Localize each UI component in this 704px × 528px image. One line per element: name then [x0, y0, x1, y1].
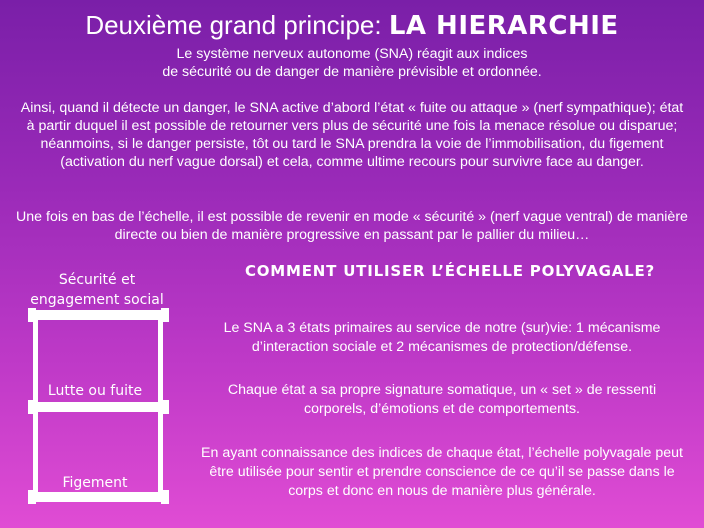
intro-line-2: de sécurité ou de danger de manière prévisible et ordonnée. [162, 64, 542, 80]
title-prefix: Deuxième grand principe: [85, 10, 389, 40]
intro-line-1: Le système nerveux autonome (SNA) réagit aux indices [176, 46, 528, 62]
title-emphasis: LA HIERARCHIE [388, 11, 619, 41]
usage-point-1: Le SNA a 3 états primaires au service de notre (sur)vie: 1 mécanisme d’interaction sociale et 2 mécanismes de protection/défense. [223, 320, 661, 355]
ladder-label-fight-flight: Lutte ou fuite [47, 383, 143, 399]
slide-title [0, 8, 704, 43]
ladder-label-safety: Sécurité et engagement social [30, 272, 164, 308]
ladder-rung-middle [28, 402, 169, 412]
ladder-rung-top [28, 310, 169, 320]
usage-point-3: En ayant connaissance des indices de chaque état, l’échelle polyvagale peut être utilisée pour sentir et prendre conscience de ce qu’il se passe dans le corps et donc en nous de manière plus générale. [201, 445, 683, 499]
usage-point-2: Chaque état a sa propre signature somatique, un « set » de ressenti corporels, d’émotions et de comportements. [227, 382, 657, 417]
ladder-rung-bottom [28, 492, 169, 502]
ladder-label-freeze: Figement [62, 475, 128, 491]
intro-paragraph-1 [16, 45, 688, 81]
intro-paragraph-2: Ainsi, quand il détecte un danger, le SNA active d’abord l’état « fuite ou attaque » (nerf sympathique); état à partir duquel il est possible de retourner vers plus de sécurité une fois la menace résolue ou disparue; néanmoins, si le danger persiste, tôt ou tard le SNA prendra la voie de l’immobilisation, du figement (activation du nerf vague dorsal) et cela, comme ultime recours pour survivre face au danger. [20, 100, 684, 170]
polyvagal-ladder [0, 260, 200, 528]
intro-paragraph-3: Une fois en bas de l’échelle, il est possible de revenir en mode « sécurité » (nerf vague ventral) de manière directe ou bien de manière progressive en passant par le pallier du milieu… [16, 209, 688, 243]
usage-heading: COMMENT UTILISER L’ÉCHELLE POLYVAGALE? [244, 262, 656, 280]
